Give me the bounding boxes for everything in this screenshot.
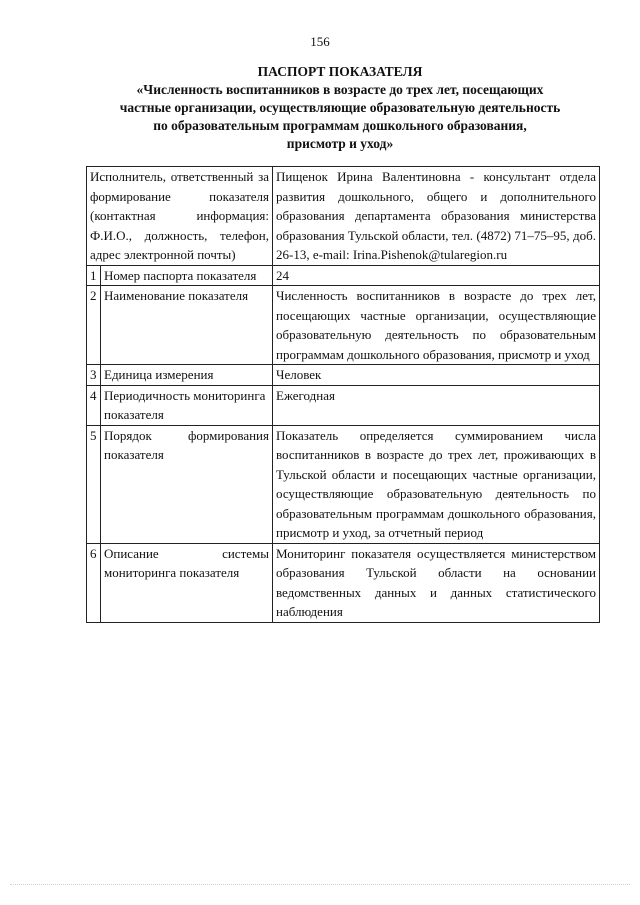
document-title — [80, 63, 600, 153]
row-label: Единица измерения — [101, 365, 273, 386]
title-subtitle-line: по образовательным программам дошкольного образования, — [153, 118, 527, 133]
row-label: Периодичность мониторинга показателя — [101, 385, 273, 425]
row-value: 24 — [273, 265, 600, 286]
row-value: Мониторинг показателя осуществляется министерством образования Тульской области на основании ведомственных данных и данных статистического наблюдения — [273, 543, 600, 622]
table-row — [87, 286, 600, 365]
page-number: 156 — [310, 34, 330, 49]
table-row — [87, 365, 600, 386]
table-row — [87, 385, 600, 425]
table-row — [87, 543, 600, 622]
passport-table — [86, 166, 600, 623]
table-row — [87, 265, 600, 286]
row-value: Показатель определяется суммированием числа воспитанников в возрасте до трех лет, проживающих в Тульской области и посещающих частные организации, осуществляющие образовательную деятельность по образовательным программам дошкольного образования, присмотр и уход, за отчетный период — [273, 425, 600, 543]
executor-value: Пищенок Ирина Валентиновна - консультант отдела развития дошкольного, общего и дополнительного образования департамента образования министерства образования Тульской области, тел. (4872) 71–75–95, доб. 26-13, e-mail: Irina.Pishenok@tularegion.ru — [273, 167, 600, 266]
row-label: Порядок формирования показателя — [101, 425, 273, 543]
row-number: 4 — [87, 385, 101, 425]
row-number: 6 — [87, 543, 101, 622]
table-row — [87, 425, 600, 543]
row-number: 2 — [87, 286, 101, 365]
title-subtitle-line: присмотр и уход» — [286, 136, 394, 151]
row-number: 1 — [87, 265, 101, 286]
row-label: Наименование показателя — [101, 286, 273, 365]
row-value: Человек — [273, 365, 600, 386]
row-value: Численность воспитанников в возрасте до трех лет, посещающих частные организации, осуществляющие образовательную деятельность по образовательным программам дошкольного образования, присмотр и уход — [273, 286, 600, 365]
row-number: 5 — [87, 425, 101, 543]
executor-row — [87, 167, 600, 266]
title-subtitle-line: «Численность воспитанников в возрасте до трех лет, посещающих — [136, 82, 544, 97]
executor-label: Исполнитель, ответственный за формирование показателя (контактная информация: Ф.И.О., должность, телефон, адрес электронной почты) — [87, 167, 273, 266]
row-value: Ежегодная — [273, 385, 600, 425]
row-label: Номер паспорта показателя — [101, 265, 273, 286]
title-heading: ПАСПОРТ ПОКАЗАТЕЛЯ — [257, 64, 423, 79]
row-number: 3 — [87, 365, 101, 386]
scan-artifact-line — [10, 884, 630, 887]
title-subtitle-line: частные организации, осуществляющие образовательную деятельность — [119, 100, 561, 115]
row-label: Описание системы мониторинга показателя — [101, 543, 273, 622]
